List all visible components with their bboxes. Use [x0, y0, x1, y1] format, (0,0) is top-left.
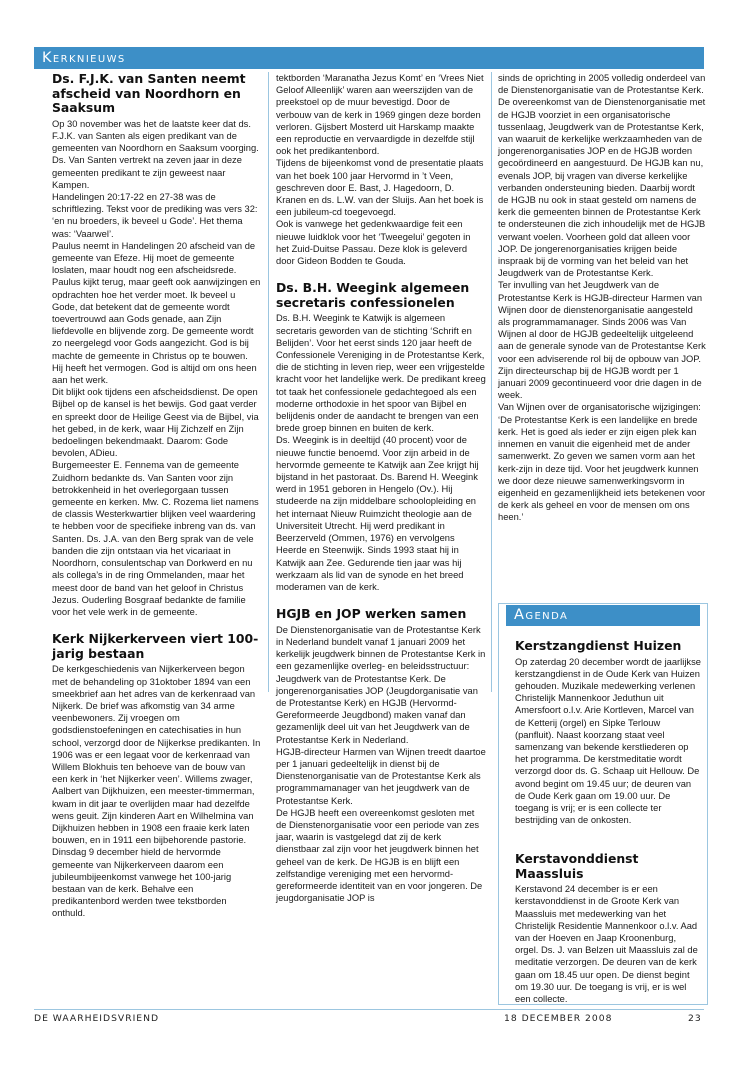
section-header-agenda: Agenda: [506, 605, 700, 626]
agenda-body-maassluis: Kerstavond 24 december is er een kerstavonddienst in de Groote Kerk van Maassluis met medewerking van het Christelijk Residentie Mannenkoor o.l.v. Aad van der Hoeven en Jaap Kroonenburg, orgel. Ds. J. van Belzen uit Maassluis zal de meditatie verzorgen. De deuren van de kerk gaan om 18.45 uur open. De dienst begint om 19.30 uur. De toegang is vrij, er is wel een collecte.: [515, 884, 698, 1005]
article-body-hgjb-continued: sinds de oprichting in 2005 volledig onderdeel van de Dienstenorganisatie van de Protestantse Kerk. De overeenkomst van de Dienstenorganisatie met de HGJB voorziet in een organisatorische tussenlaag, Jeugdwerk van de Protestantse Kerk, van waaruit de kerkelijke werkzaamheden van de jongerenorganisaties JOP en de HGJB worden gecoördineerd en aangestuurd. De HGJB kan nu, evenals JOP, bij vragen van diverse kerkelijke verbanden ondersteuning bieden. Daarbij wordt de HGJB nu ook in staat gesteld om namens de kerk die gemeenten binnen de Protestantse Kerk te ondersteunen die zich inhoudelijk met de HGJB verwant voelen. Voorheen gold dat alleen voor JOP. De jongerenorganisaties krijgen beide inspraak bij de vorming van het beleid van het Jeugdwerk van de Protestantse Kerk. Ter invulling van het Jeugdwerk van de Protestantse Kerk is HGJB-directeur Harmen van Wijnen door de dienstenorganisatie aangesteld als programmamanager. Sinds 2006 was Van Wijnen al door de HGJB gedeeltelijk uitgeleend aan de generale synode van de Protestantse Kerk voor een adviserende rol bij de opbouw van JOP. Zijn directeurschap bij de HGJB wordt per 1 januari 2009 gecontinueerd voor drie dagen in de week. Van Wijnen over de organisatorische wijzigingen: ‘De Protestantse Kerk is een landelijke en brede kerk. Het is goed als ieder er zijn eigen plek kan innemen en vanuit die eigenheid met de ander samenwerkt. Zo geven we samen vorm aan het kerk-zijn in deze tijd. Voor het jeugdwerk kunnen we door deze nieuwe samenwerkingsvorm in eigenheid en gezamenlijkheid iets betekenen voor de kerk als geheel en voor de mensen om ons heen.’: [498, 73, 706, 523]
agenda-title-maassluis: Kerstavonddienst Maassluis: [515, 851, 639, 881]
agenda-body-huizen: Op zaterdag 20 december wordt de jaarlijkse kerstzangdienst in de Oude Kerk van Huizen gehouden. Muzikale medewerking verlenen Christelijk Mannenkoor Jeduthun uit Amersfoort o.l.v. Arie Kortleven, Marcel van de Ketterij (orgel) en Sipke Terlouw (panfluit). Naast koorzang staat veel samenzang van bekende kerstliederen op het programma. De kerstmeditatie wordt verzorgd door ds. G. Schaap uit Hellouw. De avond begint om 19.45 uur; de deuren van de Oude Kerk gaan om 19.00 uur. De toegang is vrij; er is een collecte ter bestrijding van de onkosten.: [515, 656, 701, 826]
column-divider: [491, 72, 492, 692]
footer-rule: [34, 1009, 704, 1010]
article-title-weegink: Ds. B.H. Weegink algemeen secretaris confessionelen: [276, 280, 470, 310]
column-divider: [268, 72, 269, 692]
footer-page-number: 23: [688, 1013, 702, 1024]
column-2: [276, 72, 486, 904]
agenda-item-huizen: [515, 639, 701, 826]
article-title-hgjb: HGJB en JOP werken samen: [276, 606, 467, 622]
column-3: [498, 72, 706, 524]
footer-publication: DE WAARHEIDSVRIEND: [34, 1013, 160, 1024]
article-body-hgjb: De Dienstenorganisatie van de Protestantse Kerk in Nederland bundelt vanaf 1 januari 2009 het kerkelijk jeugdwerk binnen de Protestantse Kerk in een gezamenlijke overleg- en beleidsstructuur: Jeugdwerk van de Protestantse Kerk. De jongerenorganisaties JOP (Jeugdorganisatie van de Protestantse Kerk) en HGJB (Hervormd-Gereformeerde Jeugdbond) maken vanaf dan gezamenlijk deel uit van het Jeugdwerk van de Protestantse Kerk in Nederland. HGJB-directeur Harmen van Wijnen treedt daartoe per 1 januari gedeeltelijk in dienst bij de Dienstenorganisatie van de Protestantse Kerk als programmamanager van het jeugdwerk van de Protestantse Kerk. De HGJB heeft een overeenkomst gesloten met de Dienstenorganisatie voor een periode van zes jaar, waarin is vastgelegd dat zij de kerk dienstbaar zal zijn voor het jeugdwerk binnen het geheel van de kerk. De HGJB is en blijft een zelfstandige vereniging met een hervormd-gereformeerde identiteit van en voor jongeren. De jeugdorganisatie JOP is: [276, 624, 486, 904]
column-1: [52, 72, 262, 920]
article-body-weegink: Ds. B.H. Weegink te Katwijk is algemeen secretaris geworden van de stichting ‘Schrift en Belijden’. Voor het eerst sinds 120 jaar heeft de Confessionele Vereniging in de Protestantse Kerk, die de stichting in leven riep, weer een vrijgestelde kracht voor het landelijke werk. De predikant kreeg tot taak het confessionele gedachtegoed als een moderne orthodoxie in het spoor van Bijbel en belijdenis onder de aandacht te brengen van een brede groep binnen en buiten de kerk. Ds. Weegink is in deeltijd (40 procent) voor de nieuwe functie benoemd. Voor zijn arbeid in de hervormde gemeente te Katwijk aan Zee krijgt hij bijstand in het pastoraat. Ds. Barend H. Weegink werd in 1951 geboren in Hengelo (Ov.). Hij studeerde na zijn middelbare schoolopleiding en het internaat Nieuw Ruimzicht theologie aan de Universiteit Utrecht. Hij werd predikant in Beerzerveld (Ommen, 1976) en vervolgens Heerde en Steenwijk. Sinds 1993 staat hij in Katwijk aan Zee. Gedurende tien jaar was hij werkzaam als lid van de synode en het breed moderamen van de kerk.: [276, 313, 486, 592]
agenda-item-maassluis: [515, 852, 701, 1005]
article-body-santen: Op 30 november was het de laatste keer dat ds. F.J.K. van Santen als eigen predikant van de gemeenten van Noordhorn en Saaksum voorging. Ds. Van Santen vertrekt na zeven jaar in deze gemeenten predikant te zijn geweest naar Kampen. Handelingen 20:17-22 en 27-38 was de schriftlezing. Tekst voor de prediking was vers 32: ‘en nu broeders, ik beveel u Gode’. Het thema was: ‘Vaarwel’. Paulus neemt in Handelingen 20 afscheid van de gemeente van Efeze. Hij moet de gemeente loslaten, maar houdt nog een afscheidsrede. Paulus kijkt terug, maar geeft ook aanwijzingen en opdrachten hoe het verder moet. Ik beveel u Gode, dat betekent dat de gemeente wordt toevertrouwd aan Gods genade, aan Zijn liefdevolle en blijvende zorg. De gemeente wordt zo neergelegd voor Gods aangezicht. God is bij machte de gemeente in Christus op te bouwen. Hij heeft het vermogen. God is altijd om ons heen aan het werk. Dit blijkt ook tijdens een afscheidsdienst. De open Bijbel op de kansel is het bewijs. God gaat verder en spreekt door de Heilige Geest via de Bijbel, via het gebed, in de kerk, waar Hij Zichzelf en Zijn bedoelingen bekendmaakt. Daarom: Gode bevolen, ADieu. Burgemeester E. Fennema van de gemeente Zuidhorn bedankte ds. Van Santen voor zijn betrokkenheid in het overlegorgaan tussen gemeente en kerken. Mw. C. Rozema liet namens de classis Westerkwartier blijken veel waardering te hebben voor de specifieke inbreng van ds. van Santen. Ds. J.A. van den Berg sprak van de vele banden die zijn ontstaan via het vicariaat in Noordhorn, consulentschap van Dorkwerd en nu als collega’s in de ring Ommelanden, maar het meest door de band van het geloof in Christus Jezus. Ouderling Bosgraaf bedankte de familie voor het vele werk in de gemeente.: [52, 118, 261, 617]
article-body-nijkerkerveen-continued: tektborden ‘Maranatha Jezus Komt’ en ‘Vrees Niet Geloof Alleenlijk’ waren aan weerszijden van de preekstoel op de muur bevestigd. Door de verbouw van de kerk in 1969 gingen deze borden verloren. Gijsbert Mosterd uit Harskamp maakte een reproductie en vervaardigde in dezelfde stijl ook het predikantenbord. Tijdens de bijeenkomst vond de presentatie plaats van het boek 100 jaar Hervormd in ’t Veen, geschreven door E. Bast, J. Hagedoorn, D. Kranen en ds. L.W. van der Sluijs. Aan het boek is een jubileum-cd toegevoegd. Ook is vanwege het gedenkwaardige feit een nieuwe luidklok voor het ‘Tweegelui’ gegoten in het Zuid-Duitse Passau. Deze klok is geleverd door Gideon Bodden te Gouda.: [276, 73, 484, 267]
article-title-santen: Ds. F.J.K. van Santen neemt afscheid van Noordhorn en Saaksum: [52, 71, 246, 116]
footer-date: 18 DECEMBER 2008: [504, 1013, 613, 1024]
section-header-kerknieuws: Kerknieuws: [34, 47, 704, 69]
agenda-title-huizen: Kerstzangdienst Huizen: [515, 638, 682, 653]
article-title-nijkerkerveen: Kerk Nijkerkerveen viert 100-jarig bestaan: [52, 631, 259, 661]
article-body-nijkerkerveen: De kerkgeschiedenis van Nijkerkerveen begon met de behandeling op 31oktober 1894 van een smeekbrief aan het adres van de kerkenraad van Nijkerk. De brief was afkomstig van 34 arme veenbewoners. Zij vroegen om godsdienstoefeningen en catechisaties in hun school, verzorgd door de Nijkerkse predikanten. In 1906 was er een legaat voor de kerkenraad van Willem Blokhuis ten behoeve van de bouw van een kerk in ‘het Nijkerker veen’. Willems zwager, Aalbert van Dijkhuizen, een meester-timmerman, kwam in dit jaar te overlijden maar had dezelfde wens geuit. Zijn kinderen Aart en Wilhelmina van Dijkhuizen hebben in 1908 een fraaie kerk laten bouwen, en in 1911 een bijbehorende pastorie. Dinsdag 9 december hield de hervormde gemeente van Nijkerkerveen daarom een jubileumbijeenkomst vanwege het 100-jarig bestaan van de kerk. Behalve een predikantenbord werden twee tekstborden onthuld.: [52, 664, 261, 919]
